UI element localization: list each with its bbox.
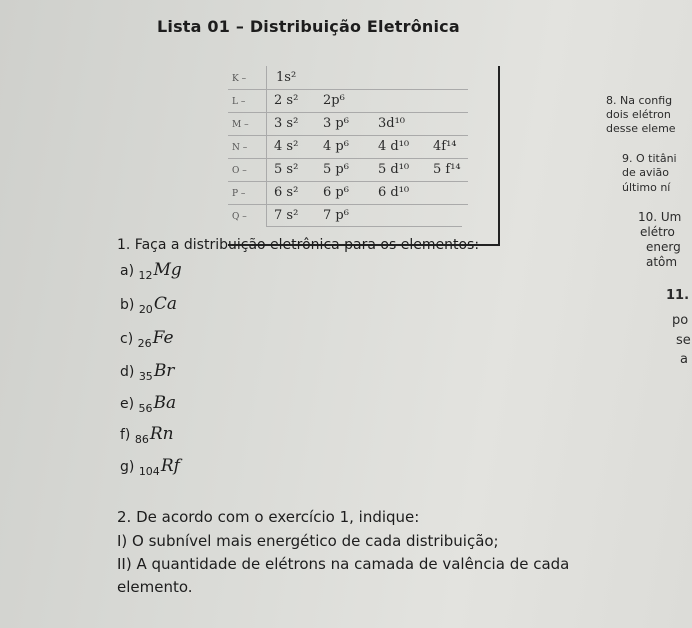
side-q10-line3: energ [646, 240, 681, 254]
side-q11-line3: se [676, 333, 691, 348]
side-q10-line1: 10. Um [638, 210, 682, 224]
pauling-diagram: K – 1s² L – 2 s² 2p⁶ M – 3 s² 3 p⁶ 3d¹⁰ N – 4 s² 4 p⁶ 4 d¹⁰ 4f¹⁴ O – 5 s² 5 p⁶ 5 d¹⁰ 5 f¹⁴ P – 6 s² 6 p⁶ 6 d¹⁰ Q – 7 s² 7 p⁶ [228, 66, 500, 246]
question-1: 1. Faça a distribuição eletrônica para os elementos: [117, 237, 480, 253]
side-q8-line2: dois elétron [606, 108, 671, 121]
side-q11-line2: po [672, 313, 689, 328]
side-q8-line1: 8. Na config [606, 94, 673, 107]
question-2-line4: elemento. [117, 578, 193, 596]
item-d: d) $_{35}$Br [120, 361, 175, 383]
item-g: g) $_{104}$Rf [120, 456, 180, 478]
side-q11-line1: 11. [666, 288, 690, 303]
side-q9-line2: de avião [622, 166, 670, 179]
item-f: f) $_{86}$Rn [120, 424, 174, 446]
side-q9-line3: último ní [622, 181, 671, 194]
side-q10-line4: atôm [646, 255, 678, 269]
question-2-line1: 2. De acordo com o exercício 1, indique: [117, 508, 420, 526]
side-q9-line1: 9. O titâni [622, 152, 677, 165]
side-q8-line3: desse eleme [606, 122, 676, 135]
item-c: c) $_{26}$Fe [120, 328, 174, 350]
question-2-line2: I) O subnível mais energético de cada distribuição; [117, 532, 499, 550]
question-2-line3: II) A quantidade de elétrons na camada de valência de cada [117, 555, 570, 573]
side-q10-line2: elétro [640, 225, 675, 239]
side-q11-line4: a [680, 352, 688, 367]
page-title: Lista 01 – Distribuição Eletrônica [157, 17, 460, 36]
item-b: b) $_{20}$Ca [120, 294, 177, 316]
item-e: e) $_{56}$Ba [120, 393, 177, 415]
item-a: a) $_{12}$Mg [120, 260, 182, 282]
